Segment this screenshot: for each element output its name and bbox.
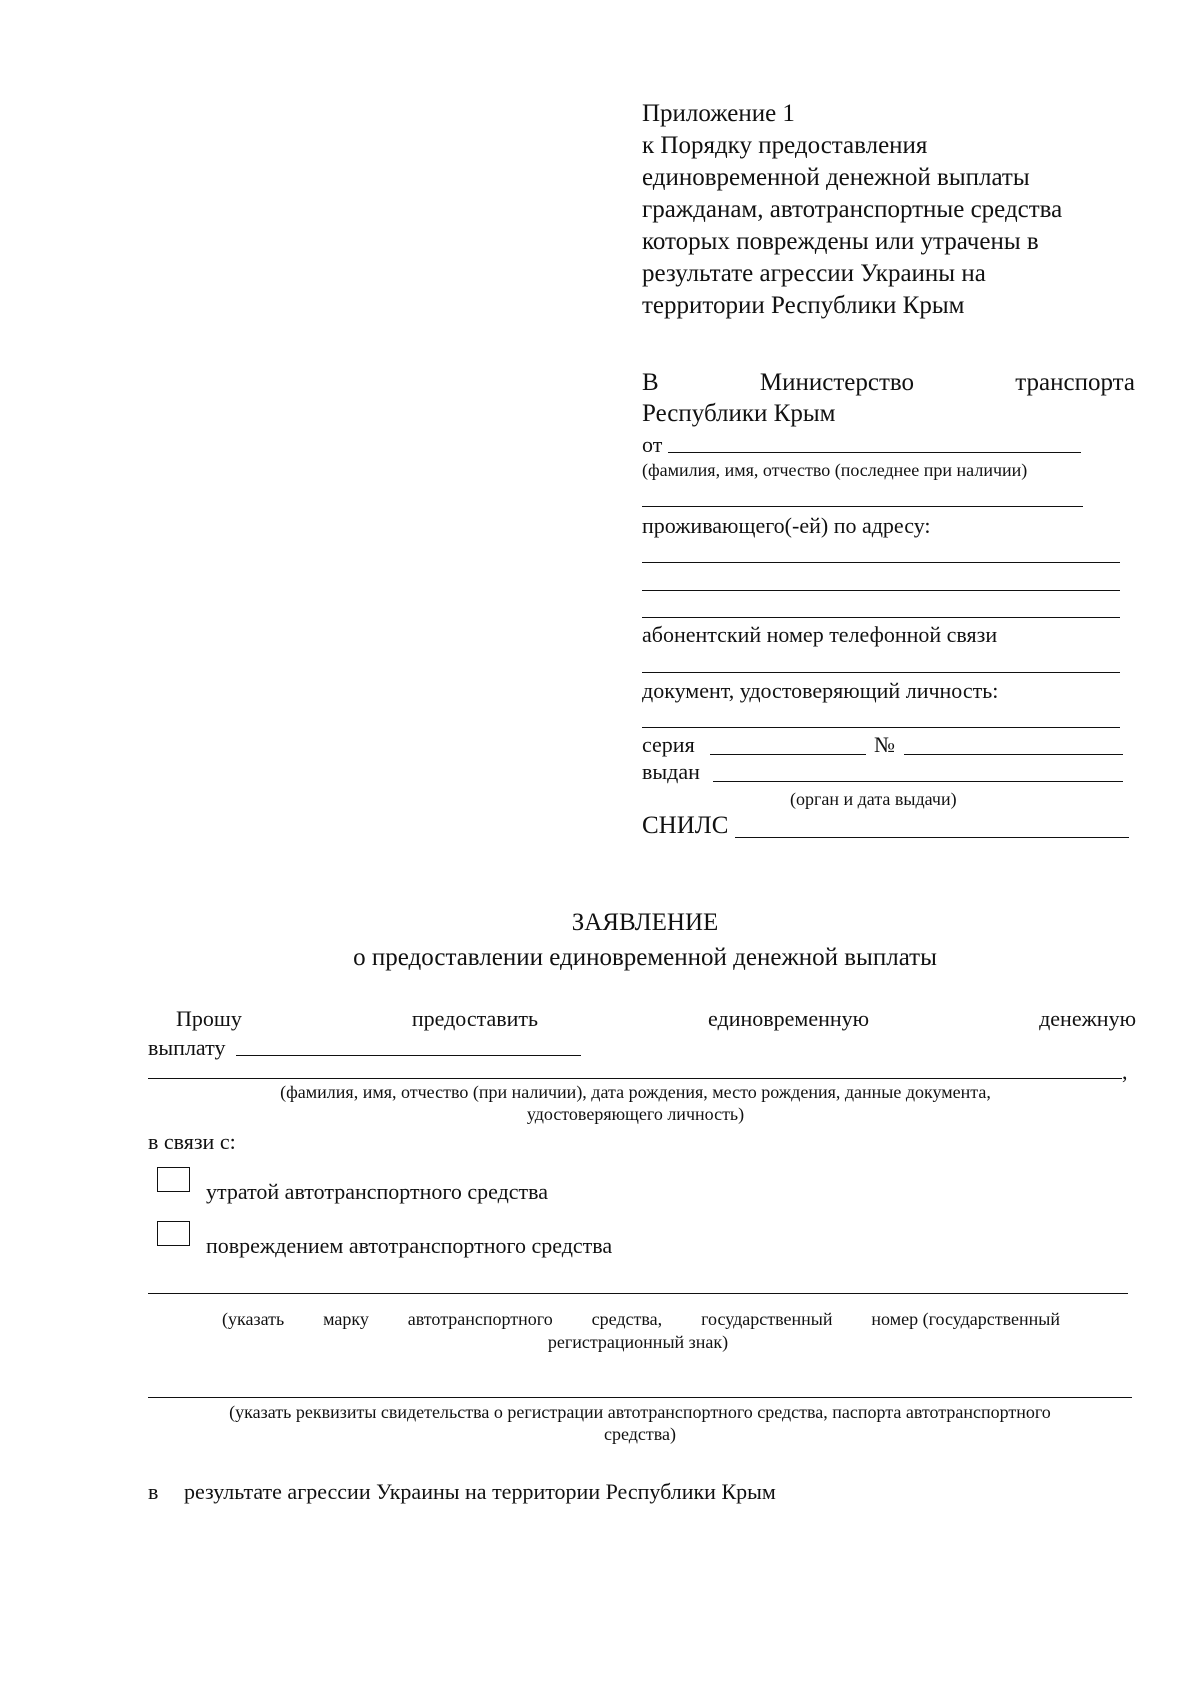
- vehicle-caption-2: регистрационный знак): [547, 1332, 729, 1352]
- series-label: серия: [642, 732, 695, 757]
- appendix-line: единовременной денежной выплаты: [642, 164, 1030, 191]
- vehicle-caption-word: марку: [323, 1309, 369, 1329]
- final-word: в: [148, 1479, 159, 1504]
- registration-field-line[interactable]: [148, 1397, 1132, 1398]
- registration-caption: (указать реквизиты свидетельства о регистрации автотранспортного средства, паспорта автотранспортного: [229, 1402, 1051, 1422]
- phone-label: абонентский номер телефонной связи: [642, 622, 998, 647]
- appendix-line: Приложение 1: [642, 100, 795, 127]
- issued-caption: (орган и дата выдачи): [790, 789, 957, 809]
- loss-option-label: утратой автотранспортного средства: [206, 1179, 549, 1204]
- series-field-line[interactable]: [710, 754, 866, 755]
- vehicle-caption-word: автотранспортного: [407, 1309, 553, 1329]
- addressee-line-1: [642, 367, 1135, 398]
- person-caption: (фамилия, имя, отчество (при наличии), дата рождения, место рождения, данные документа,: [280, 1082, 991, 1102]
- id-document-label: документ, удостоверяющий личность:: [642, 678, 999, 703]
- request-word: предоставить: [411, 1006, 539, 1031]
- request-line: [176, 1005, 1136, 1032]
- addressee-word: В: [642, 369, 659, 396]
- issued-label: выдан: [642, 759, 700, 784]
- vehicle-caption-word: номер (государственный: [871, 1309, 1060, 1329]
- snils-label: СНИЛС: [642, 812, 729, 839]
- person-caption: удостоверяющего личность): [526, 1104, 745, 1124]
- appendix-line: результате агрессии Украины на: [642, 260, 986, 287]
- comma: ,: [1122, 1059, 1128, 1084]
- address-field-line[interactable]: [642, 617, 1120, 618]
- document-title: ЗАЯВЛЕНИЕ: [571, 909, 719, 936]
- issued-field-line[interactable]: [713, 781, 1123, 782]
- appendix-line: которых повреждены или утрачены в: [642, 228, 1039, 255]
- final-text: результате агрессии Украины на территории Республики Крым: [184, 1479, 776, 1504]
- registration-caption-2: средства): [604, 1424, 676, 1444]
- number-label: №: [874, 732, 895, 757]
- request-word: денежную: [1039, 1006, 1136, 1031]
- payment-field-line[interactable]: [236, 1055, 581, 1056]
- payment-label: выплату: [148, 1035, 226, 1060]
- appendix-line: территории Республики Крым: [642, 292, 965, 319]
- phone-field-line[interactable]: [642, 672, 1120, 673]
- address-field-line[interactable]: [642, 562, 1120, 563]
- vehicle-caption-word: (указать: [222, 1309, 285, 1329]
- reason-label: в связи с:: [148, 1129, 236, 1154]
- loss-checkbox[interactable]: [157, 1167, 190, 1192]
- vehicle-caption: [222, 1308, 1060, 1330]
- vehicle-caption-word: средства,: [591, 1309, 663, 1329]
- id-document-field-line[interactable]: [642, 727, 1120, 728]
- damage-option-label: повреждением автотранспортного средства: [206, 1233, 613, 1258]
- fio-field-line[interactable]: [668, 452, 1081, 453]
- number-field-line[interactable]: [904, 754, 1123, 755]
- address-field-line[interactable]: [642, 590, 1120, 591]
- fio-field-line-2[interactable]: [642, 506, 1083, 507]
- document-subtitle: о предоставлении единовременной денежной выплаты: [353, 944, 937, 971]
- addressee-word: транспорта: [1015, 369, 1135, 396]
- vehicle-field-line[interactable]: [148, 1293, 1128, 1294]
- appendix-line: к Порядку предоставления: [642, 132, 928, 159]
- request-word: Прошу: [176, 1006, 242, 1031]
- address-label: проживающего(-ей) по адресу:: [642, 513, 931, 538]
- person-field-line[interactable]: [148, 1078, 1122, 1079]
- fio-caption: (фамилия, имя, отчество (последнее при наличии): [642, 460, 1028, 480]
- appendix-line: гражданам, автотранспортные средства: [642, 196, 1063, 223]
- request-word: единовременную: [708, 1006, 870, 1031]
- addressee-word: Министерство: [759, 369, 915, 396]
- addressee-line-2: Республики Крым: [642, 400, 836, 427]
- damage-checkbox[interactable]: [157, 1221, 190, 1246]
- appendix-reference: [642, 98, 1062, 322]
- from-label: от: [642, 432, 663, 457]
- vehicle-caption-word: государственный: [701, 1309, 833, 1329]
- snils-field-line[interactable]: [735, 837, 1129, 838]
